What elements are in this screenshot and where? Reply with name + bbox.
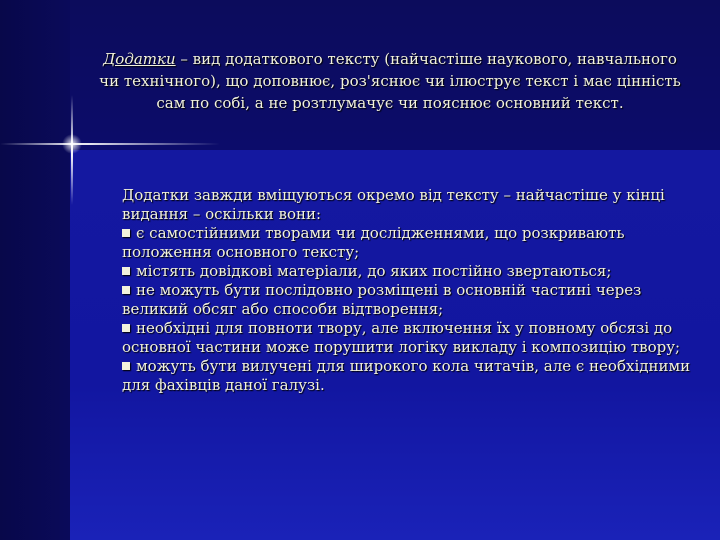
bullet-text: містять довідкові матеріали, до яких постійно звертаються; [136, 262, 612, 280]
definition-term: Додатки [103, 50, 176, 68]
bullet-text: необхідні для повноти твору, але включення їх у повному обсязі до основної частини може порушити логіку викладу і композицію твору; [122, 319, 681, 356]
sparkle-glow [62, 134, 82, 154]
lead-paragraph: Додатки завжди вміщуються окремо від тексту – найчастіше у кінці видання – оскільки вони: [122, 186, 665, 223]
square-bullet-icon [122, 229, 130, 237]
square-bullet-icon [122, 362, 130, 370]
bullet-item [122, 224, 707, 262]
content-text [122, 186, 707, 395]
bullet-item [122, 357, 707, 395]
bullet-item [122, 281, 707, 319]
definition-text: – вид додаткового тексту (найчастіше наукового, навчального чи технічного), що доповнює, роз'яснює чи ілюструє текст і має цінність сам по собі, а не розтлумачує чи пояснює основний текст. [99, 50, 681, 112]
bullet-text: не можуть бути послідовно розміщені в основній частині через великий обсяг або способи відтворення; [122, 281, 642, 318]
bullet-text: можуть бути вилучені для широкого кола читачів, але є необхідними для фахівців даної галузі. [122, 357, 691, 394]
bullet-item [122, 262, 707, 281]
bullet-text: є самостійними творами чи дослідженнями, що розкривають положення основного тексту; [122, 224, 625, 261]
square-bullet-icon [122, 267, 130, 275]
sparkle-icon [0, 143, 220, 145]
square-bullet-icon [122, 324, 130, 332]
bullet-item [122, 319, 707, 357]
square-bullet-icon [122, 286, 130, 294]
definition-paragraph [95, 48, 685, 114]
left-band [0, 0, 70, 540]
